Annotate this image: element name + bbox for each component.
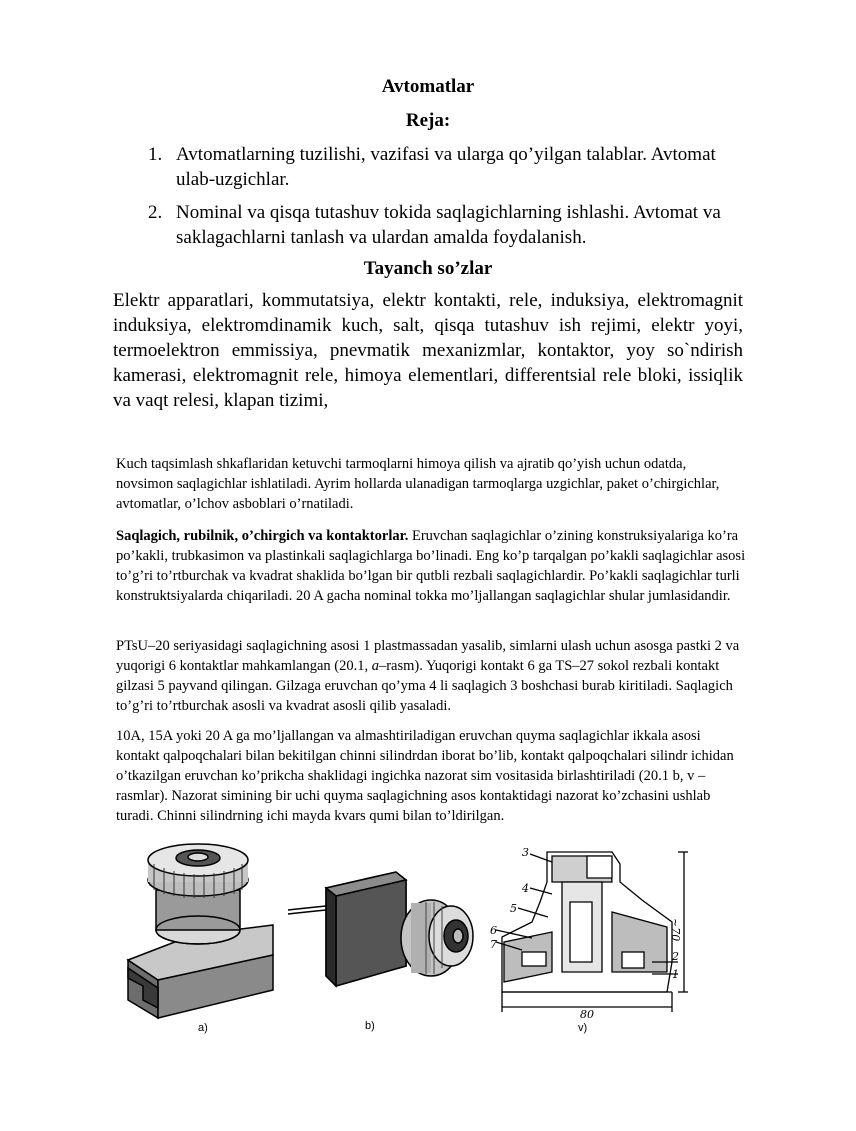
fuse-base-figure xyxy=(118,850,300,1030)
paragraph-3 xyxy=(116,636,746,716)
list-text: Nominal va qisqa tutashuv tokida saqlagichlarning ishlashi. Avtomat va saklagachlarni tanlash va ulardan amalda foydalanish. xyxy=(176,202,721,248)
svg-text:2: 2 xyxy=(672,950,679,963)
list-item xyxy=(148,142,738,192)
svg-text:6: 6 xyxy=(490,924,497,937)
page-title: Avtomatlar xyxy=(381,76,475,97)
plan-list xyxy=(148,142,738,258)
figure-caption-v: v) xyxy=(578,1022,588,1034)
paragraph-heading: Saqlagich, rubilnik, o’chirgich va kontaktorlar. xyxy=(116,528,409,544)
paragraph-italic: a xyxy=(371,658,379,674)
paragraph-text: –rasm). Yuqorigi kontakt 6 ga TS–27 sokol rezbali kontakt gilzasi 5 payvand qilingan. Gilzaga eruvchan qo’yma 4 li saqlagich 3 boshchasi burab kiritiladi. Saqlagich to’g’ri to’rtburchak asosli va kvadrat asosli qilib yasaladi. xyxy=(116,658,733,714)
paragraph-2 xyxy=(116,526,746,606)
svg-text:1: 1 xyxy=(672,968,679,981)
svg-text:~70: ~70 xyxy=(669,918,682,942)
svg-text:3: 3 xyxy=(522,846,529,859)
fuse-cartridge-figure xyxy=(286,858,486,1018)
svg-text:7: 7 xyxy=(490,938,497,951)
keywords-text: Elektr apparatlari, kommutatsiya, elektr kontakti, rele, induksiya, elektromagnit induksiya, elektromdinamik kuch, salt, qisqa tutashuv ish rejimi, elektr yoyi, termoelektron emmissiya, pnevmatik mexanizmlar, kontaktor, yoy so`ndirish kamerasi, elektromagnit rele, himoya elementlari, differentsial rele bloki, issiqlik va vaqt relesi, klapan tizimi, xyxy=(113,290,743,411)
paragraph-1: Kuch taqsimlash shkaflaridan ketuvchi tarmoqlarni himoya qilish va ajratib qo’yish uchun odatda, novsimon saqlagichlar ishlatiladi. Ayrim hollarda ulanadigan tarmoqlarga uzgichlar, paket o’chirgichlar, avtomatlar, o’lchov asboblari o’rnatiladi. xyxy=(116,456,720,512)
fuse-section-drawing xyxy=(492,842,692,1022)
list-item xyxy=(148,200,738,250)
plan-heading: Reja: xyxy=(405,110,451,131)
svg-text:80: 80 xyxy=(580,1008,594,1021)
keywords-heading: Tayanch so’zlar xyxy=(363,258,493,279)
paragraph-text: PTsU–20 seriyasidagi saqlagichning asosi 1 plastmassadan yasalib, simlarni ulash uchun asosga pastki 2 va yuqorigi 6 kontaktlar mahkamlangan (20.1, xyxy=(116,638,740,674)
paragraph-text: Eruvchan saqlagichlar o’zining konstruksiyalariga ko’ra po’kakli, trubkasimon va plastinkali saqlagichlarga bo’linadi. Eng ko’p tarqalgan po’kakli saqlagichlar asosi to’g’ri to’rtburchak va kvadrat shaklida bo’lgan bir qutbli rezbali saqlagichlardir. Po’kakli saqlagichlar turli konstruktsiyalarda chiqariladi. 20 A gacha nominal tokka mo’ljallangan saqlagichlar shular jumlasidandir. xyxy=(116,528,746,604)
list-text: Avtomatlarning tuzilishi, vazifasi va ularga qo’yilgan talablar. Avtomat ulab-uzgichlar. xyxy=(176,144,716,190)
figure-caption-a: a) xyxy=(198,1022,208,1034)
figure-caption-b: b) xyxy=(365,1020,375,1032)
paragraph-4: 10A, 15A yoki 20 A ga mo’ljallangan va almashtiriladigan eruvchan quyma saqlagichlar ikkala asosi kontakt qalpoqchalari bilan bekitilgan chinni silindrdan iborat bo’lib, kontakt qalpoqchalari silindr ichidan o’tkazilgan eruvchan ko’prikcha shaklidagi ingichka nazorat sim vositasida birlashtiriladi (20.1 b, v – rasmlar). Nazorat simining bir uchi quyma saqlagichning asos kontaktidagi nazorat ko’zchasini ushlab turadi. Chinni silindrning ichi mayda kvars qumi bilan to’ldirilgan. xyxy=(116,728,734,824)
svg-text:4: 4 xyxy=(522,882,529,895)
list-number: 1. xyxy=(148,144,163,165)
list-number: 2. xyxy=(148,202,163,223)
svg-text:5: 5 xyxy=(510,902,517,915)
